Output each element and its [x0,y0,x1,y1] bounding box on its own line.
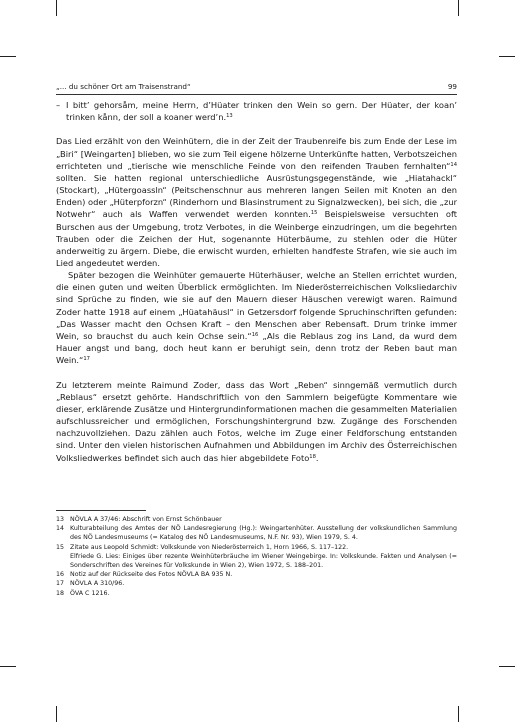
footnote [56,589,457,598]
paragraph: Das Lied erzählt von den Weinhütern, die in der Zeit der Traubenreife bis zum Ende der Lese im „Biri“ [Weingarten] blieben, wo sie zum Teil eigene hölzerne Unterkünfte hatten, Verbotszeichen errichteten und „tierische wie menschliche Feinde von den reifenden Trauben fernhalten“$^{14}$ sollten. Sie hatten regional unterschiedliche Ausrüstungsgegenstände, wie „Hiatahackl“ (Stockart), „Hütergoassln“ (Peitschenschnur aus mehreren langen Seilen mit Knoten an den Enden) oder „Hüterpforzn“ (Rinderhorn und Blasinstrument zu Signalzwecken), bei sich, die „zur Notwehr“ auch als Waffen verwendet werden konnten.$^{15}$ Beispielsweise versuchten oft Burschen aus der Umgebung, trotz Verbotes, in die Weinberge einzudringen, um die begehrten Trauben oder die Zeichen der Hut, sogenannte Hüterbäume, zu stehlen oder die Hüter anderweitig zu ärgern. Diebe, die erwischt wurden, erhielten handfeste Strafen, wie sie auch im Lied angedeutet werden. [56,136,457,269]
footnote-number: 18 [56,589,65,597]
footnote [56,543,457,571]
song-quote [56,99,457,123]
running-head [56,81,457,93]
paragraph: Zu letzterem meinte Raimund Zoder, dass das Wort „Reben“ sinngemäß vermutlich durch „Reblaus“ ersetzt gehörte. Handschriftlich von den Sammlern beigefügte Kommentare wie dieser, erklärende Zusätze und Hintergrundinformationen machen die gesammelten Materialien aufschlussreicher und ermöglichen, Forschungshintergrund bzw. Zugänge des Forschenden nachzuvollziehen. Dazu zählen auch Fotos, welche im Zuge einer Feldforschung entstanden sind. Unter den vielen historischen Aufnahmen und Abbildungen im Archiv des Österreichischen Volksliedwerkes befindet sich auch das hier abgebildete Foto$^{18}$. [56,379,457,463]
footnote-ref: 13 [226,113,233,120]
crop-mark [499,56,515,57]
footnote [56,570,457,579]
crop-mark [458,0,459,16]
footnote-number: 14 [56,525,65,533]
running-head-title: „... du schöner Ort am Traisenstrand“ [56,82,191,91]
footnote-number: 17 [56,580,65,588]
footnote-text: Notiz auf der Rückseite des Fotos NÖVLA BA 935 N. [70,571,233,579]
footnote-text: Zitate aus Leopold Schmidt: Volkskunde von Niederösterreich 1, Horn 1966, S. 117–122. [70,543,349,551]
header-rule [56,94,457,95]
footnote-number: 13 [56,516,65,523]
crop-mark [499,666,515,667]
footnote-number: 16 [56,571,65,579]
quote-dash: – [56,100,61,110]
quote-text: I bitt’ gehorsåm, meine Herrn, d’Hüater trinken den Wein so gern. Der Hüater, der koan’ trinken kånn, der soll a koaner werd’n. [66,100,457,123]
footnote-number: 15 [56,543,65,551]
footnote-ref: 16 [251,331,259,338]
footnote-ref: 18 [309,453,316,460]
footnote-text: ÖVA C 1216. [70,589,110,597]
crop-mark [0,56,16,57]
footnote-ref: 14 [450,161,457,168]
footnote-text: Kulturabteilung des Amtes der NÖ Landesregierung (Hg.): Weingartenhüter. Ausstellung der volkskundlichen Sammlung des NÖ Landesmuseums (= Katalog des NÖ Landesmuseums, N.F. Nr. 93), Wien 1979, S. 4. [70,525,457,542]
crop-mark [56,0,57,16]
footnote-ref: 15 [310,210,318,217]
footnote-text: NÖVLA A 37/46: Abschrift von Ernst Schönbauer [70,516,222,523]
crop-mark [56,706,57,722]
crop-mark [458,706,459,722]
body-text [56,99,457,464]
footnotes [56,515,457,598]
footnote-ref: 17 [83,356,90,363]
footnote [56,515,457,524]
footnote-text: Elfriede G. Lies: Einiges über rezente Weinhüterbräuche im Wiener Weingebirge. In: Volkskunde. Fakten und Analysen (= Sonderschriften des Vereines für Volkskunde in Wien 2), Wien 1972, S. 188–201. [70,552,457,570]
crop-mark [0,666,16,667]
paragraph: Später bezogen die Weinhüter gemauerte Hüterhäuser, welche an Stellen errichtet wurden, die einen guten und weiten Überblick ermöglichten. Im Niederösterreichischen Volksliedarchiv sind Sprüche zu finden, wie sie auf den Mauern dieser Häuschen verewigt waren. Raimund Zoder hatte 1918 auf einem „Hüatahäusl“ in Getzersdorf folgende Spruchinschriften gefunden: „Das Wasser macht den Ochsen Kraft – den Menschen aber Rebensaft. Drum trinke immer Wein, so brauchst du auch kein Ochse sein.“$^{16}$ „Als die Reblaus zog ins Land, da wurd dem Hauer angst und bang, doch heut kann er beruhigt sein, denn trotz der Reben baut man Wein.“$^{17}$ [56,270,457,366]
page-number: 99 [447,82,457,91]
footnote [56,579,457,588]
footnote-rule [56,510,146,511]
footnote-text: NÖVLA A 310/96. [70,580,125,588]
footnote [56,524,457,542]
